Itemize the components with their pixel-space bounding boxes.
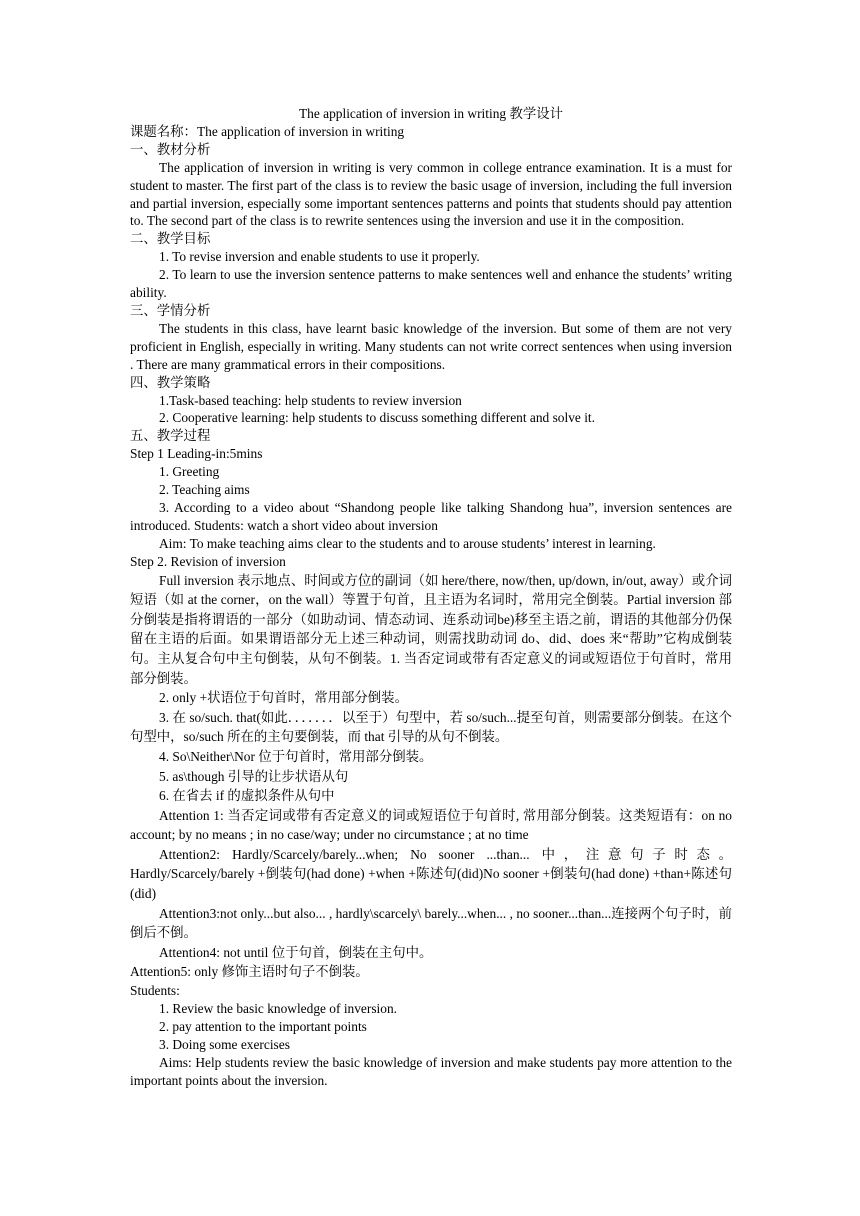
step2-heading: Step 2. Revision of inversion [130, 553, 286, 569]
section-heading-objectives: 二、教学目标 [130, 231, 211, 247]
materials-paragraph: The application of inversion in writing is very common in college entrance examination. It is a must for student to master. The first part of the class is to review the basic usage of inversion, including the full inversion and partial inversion, especially some important sentences patterns and points that students should pay attention to. The second part of the class is to rewrite sentences using the inversion and use it in the composition. [130, 159, 732, 229]
topic-line: 课题名称：The application of inversion in writing [130, 123, 405, 139]
section-heading-materials: 一、教材分析 [130, 141, 211, 157]
attention-note: Attention2: Hardly/Scarcely/barely...when; No sooner ...than... 中，注意句子时态。Hardly/Scarcely/barely +倒装句(had done) +when +陈述句(did)No sooner +倒装句(had done) +than+陈述句(did) [130, 846, 732, 902]
document-title: The application of inversion in writing 教学设计 [298, 106, 564, 121]
inversion-rule: 3. 在 so/such. that(如此．．．．．．．以至于）句型中，若 so/such...提至句首，则需要部分倒装。在这个句型中，so/such 所在的主句要倒装，而 that 引导的从句不倒装。 [130, 709, 732, 745]
objective-item: 1. To revise inversion and enable students to use it properly. [159, 249, 480, 265]
inversion-rule: 4. So\Neither\Nor 位于句首时，常用部分倒装。 [159, 748, 433, 764]
step1-heading: Step 1 Leading-in:5mins [130, 446, 263, 462]
inversion-rule: 5. as\though 引导的让步状语从句 [159, 768, 349, 784]
strategy-item: 1.Task-based teaching: help students to review inversion [159, 392, 462, 408]
step1-item: 1. Greeting [159, 464, 220, 480]
attention-note: Attention3:not only...but also... , hardly\scarcely\ barely...when... , no sooner...than...连接两个句子时，前倒后不倒。 [130, 905, 732, 941]
student-activity: 3. Doing some exercises [159, 1036, 290, 1052]
learners-paragraph: The students in this class, have learnt basic knowledge of the inversion. But some of them are not very proficient in English, especially in writing. Many students can not write correct sentences when using inversion . There are many grammatical errors in their compositions. [130, 320, 732, 372]
section-heading-strategies: 四、教学策略 [130, 374, 211, 390]
step1-item: 3. According to a video about “Shandong people like talking Shandong hua”, inversion sentences are introduced. Students: watch a short video about inversion [130, 499, 732, 533]
step1-item: 2. Teaching aims [159, 482, 250, 498]
strategy-item: 2. Cooperative learning: help students to discuss something different and solve it. [159, 410, 595, 426]
step2-aims: Aims: Help students review the basic knowledge of inversion and make students pay more attention to the important points about the inversion. [130, 1054, 732, 1088]
section-heading-process: 五、教学过程 [130, 428, 211, 444]
attention-note: Attention5: only 修饰主语时句子不倒装。 [130, 964, 369, 980]
attention-note: Attention 1: 当否定词或带有否定意义的词或短语位于句首时, 常用部分倒装。这类短语有：on no account; by no means ; in no case/way; under no circumstance ; at no time [130, 807, 732, 843]
inversion-rule: 6. 在省去 if 的虚拟条件从句中 [159, 788, 335, 804]
student-activity: 1. Review the basic knowledge of inversion. [159, 1000, 397, 1016]
objective-item: 2. To learn to use the inversion sentence patterns to make sentences well and enhance the students’ writing ability. [130, 267, 732, 301]
step1-aim: Aim: To make teaching aims clear to the students and to arouse students’ interest in learning. [159, 535, 656, 551]
inversion-explanation: Full inversion 表示地点、时间或方位的副词（如 here/there, now/then, up/down, in/out, away）或介词短语（如 at the corner，on the wall）等置于句首，且主语为名词时，常用完全倒装。Partial inversion 部分倒装是指将谓语的一部分（如助动词、情态动词、连系动词be)移至主语之前，谓语的其他部分仍保留在主语的后面。如果谓语部分无上述三种动词，则需找助动词 do、did、does 来“帮助”它构成倒装句。主从复合句中主句倒装，从句不倒装。1. 当否定词或带有否定意义的词或短语位于句首时，常用部分倒装。 [130, 572, 732, 686]
inversion-rule: 2. only +状语位于句首时，常用部分倒装。 [159, 690, 408, 706]
student-activity: 2. pay attention to the important points [159, 1018, 367, 1034]
students-label: Students: [130, 983, 180, 999]
attention-note: Attention4: not until 位于句首，倒装在主句中。 [159, 944, 433, 960]
section-heading-learners: 三、学情分析 [130, 302, 211, 318]
document-page [130, 105, 732, 1089]
